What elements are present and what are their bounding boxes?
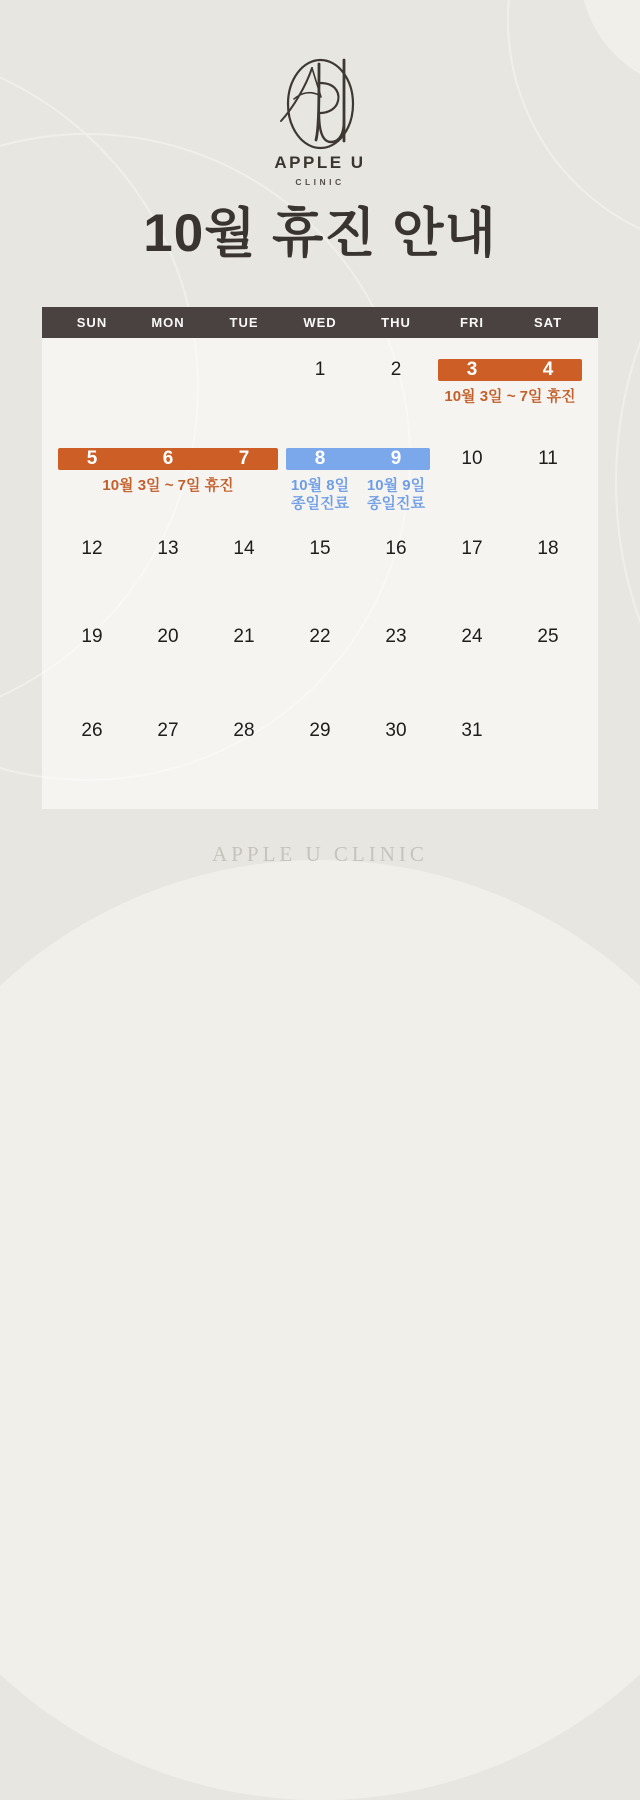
date-24: 24 (461, 626, 483, 647)
dates-row (54, 538, 586, 560)
date-25: 25 (537, 626, 559, 647)
weekday-fri: FRI (460, 315, 484, 330)
weekday-wed: WED (303, 315, 337, 330)
decor-circle-bottom (0, 860, 640, 1800)
date-10: 10 (461, 448, 483, 469)
date-16: 16 (385, 538, 407, 559)
open-note-line: 10월 9일 (366, 477, 426, 494)
date-11: 11 (538, 448, 558, 469)
weekday-sat: SAT (533, 315, 563, 330)
date-15: 15 (309, 538, 331, 559)
date-4: 4 (542, 359, 554, 380)
week-row-1 (54, 359, 586, 448)
date-17: 17 (461, 538, 483, 559)
week-row-3 (54, 538, 586, 627)
date-20: 20 (157, 626, 179, 647)
date-9: 9 (390, 448, 402, 469)
date-8: 8 (314, 448, 326, 469)
page-title: 10월 휴진 안내 (143, 204, 497, 263)
date-6: 6 (162, 448, 174, 469)
date-26: 26 (81, 720, 103, 741)
date-3: 3 (466, 359, 478, 380)
week-row-5 (54, 720, 586, 809)
date-19: 19 (81, 626, 103, 647)
open-day-note (358, 477, 434, 513)
date-27: 27 (157, 720, 179, 741)
date-29: 29 (309, 720, 331, 741)
logo-name: APPLE U (274, 153, 366, 172)
open-note-line: 10월 8일 (290, 477, 350, 494)
date-21: 21 (233, 626, 255, 647)
dates-row (54, 359, 586, 381)
date-empty (54, 359, 130, 381)
weekday-mon: MON (151, 315, 185, 330)
date-13: 13 (157, 538, 179, 559)
open-day-note (282, 477, 358, 513)
date-23: 23 (385, 626, 407, 647)
date-28: 28 (233, 720, 255, 741)
footer-clinic-name: APPLE U CLINIC (212, 842, 428, 866)
weekday-header-row (42, 307, 598, 338)
date-22: 22 (309, 626, 331, 647)
date-2: 2 (390, 359, 402, 380)
logo-subtitle: CLINIC (295, 177, 345, 187)
date-18: 18 (537, 538, 559, 559)
date-empty (510, 720, 586, 742)
dates-row (54, 448, 586, 470)
open-note-line: 종일진료 (291, 495, 349, 512)
date-empty (130, 359, 206, 381)
closed-range-note: 10월 3일 ~ 7일 휴진 (444, 388, 576, 405)
weekday-tue: TUE (229, 315, 259, 330)
date-30: 30 (385, 720, 407, 741)
date-1: 1 (314, 359, 326, 380)
date-7: 7 (238, 448, 250, 469)
weekday-thu: THU (381, 315, 411, 330)
week-row-2 (54, 448, 586, 537)
dates-row (54, 626, 586, 648)
date-empty (206, 359, 282, 381)
dates-row (54, 720, 586, 742)
date-14: 14 (233, 538, 255, 559)
clinic-logo-monogram-icon (260, 48, 390, 160)
calendar-panel (42, 307, 598, 809)
date-5: 5 (86, 448, 98, 469)
open-note-line: 종일진료 (367, 495, 425, 512)
week-row-4 (54, 626, 586, 715)
closed-range-note: 10월 3일 ~ 7일 휴진 (102, 477, 234, 494)
date-12: 12 (81, 538, 103, 559)
weekday-sun: SUN (76, 315, 108, 330)
date-31: 31 (461, 720, 483, 741)
